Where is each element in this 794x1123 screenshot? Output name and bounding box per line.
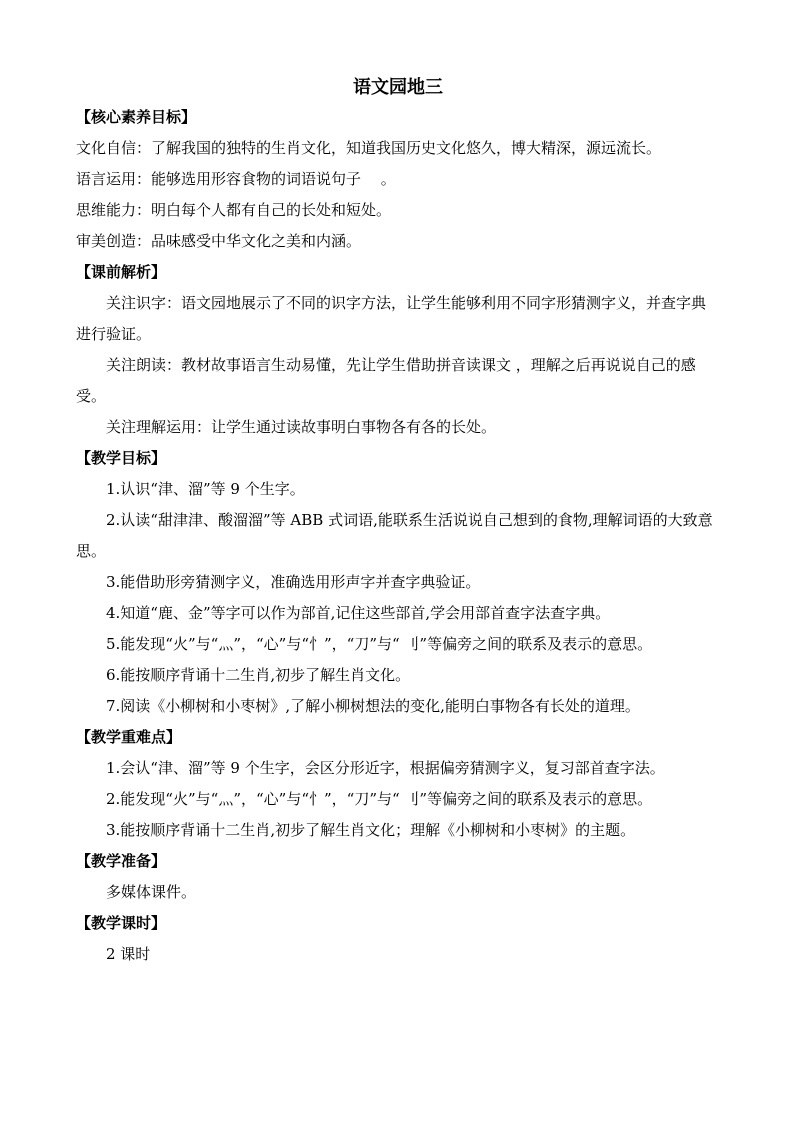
- analysis-paragraph-application: 关注理解运用：让学生通过读故事明白事物各有各的长处。: [106, 418, 497, 436]
- goal-item: 6.能按顺序背诵十二生肖,初步了解生肖文化。: [106, 666, 411, 684]
- section-heading-core: 【核心素养目标】: [76, 108, 197, 126]
- core-item-thinking: 思维能力：明白每个人都有自己的长处和短处。: [76, 201, 392, 219]
- analysis-paragraph-reading: 关注朗读：教材故事语言生动易懂，先让学生借助拼音读课文 ，理解之后再说说自己的感受。: [76, 356, 696, 405]
- section-heading-goals: 【教学目标】: [76, 449, 167, 467]
- key-point-item: 2.能发现“火”与“灬”，“心”与“忄”，“刀”与“ 刂”等偏旁之间的联系及表示的意思。: [106, 790, 653, 808]
- section-heading-periods: 【教学课时】: [76, 914, 167, 932]
- goal-item: 4.知道“鹿、金”等字可以作为部首,记住这些部首,学会用部首查字法查字典。: [106, 604, 611, 622]
- periods-text: 2 课时: [106, 945, 151, 963]
- section-heading-analysis: 【课前解析】: [76, 263, 167, 281]
- document-page: [76, 74, 720, 970]
- goal-item: 3.能借助形旁猜测字义，准确选用形声字并查字典验证。: [106, 573, 481, 591]
- section-heading-key-points: 【教学重难点】: [76, 728, 182, 746]
- goal-item: 1.认识“津、溜”等 9 个生字。: [106, 480, 305, 498]
- goal-item: 7.阅读《小柳树和小枣树》,了解小柳树想法的变化,能明白事物各有长处的道理。: [106, 697, 640, 715]
- core-item-language: 语言运用：能够选用形容食物的词语说句子 。: [76, 170, 396, 188]
- goal-item: 5.能发现“火”与“灬”，“心”与“忄”，“刀”与“ 刂”等偏旁之间的联系及表示的意思。: [106, 635, 653, 653]
- document-title: 语文园地三: [353, 77, 443, 98]
- key-point-item: 3.能按顺序背诵十二生肖,初步了解生肖文化；理解《小柳树和小枣树》的主题。: [106, 821, 636, 839]
- goal-item: 2.认读“甜津津、酸溜溜”等 ABB 式词语,能联系生活说说自己想到的食物,理解词语的大致意思。: [76, 511, 713, 560]
- core-item-aesthetic: 审美创造：品味感受中华文化之美和内涵。: [76, 232, 362, 250]
- preparation-text: 多媒体课件。: [106, 883, 197, 901]
- key-point-item: 1.会认“津、溜”等 9 个生字，会区分形近字，根据偏旁猜测字义，复习部首查字法。: [106, 759, 665, 777]
- core-item-culture: 文化自信：了解我国的独特的生肖文化，知道我国历史文化悠久，博大精深，源远流长。: [76, 139, 662, 157]
- analysis-paragraph-literacy: 关注识字：语文园地展示了不同的识字方法，让学生能够利用不同字形猜测字义，并查字典进行验证。: [76, 294, 707, 343]
- section-heading-preparation: 【教学准备】: [76, 852, 167, 870]
